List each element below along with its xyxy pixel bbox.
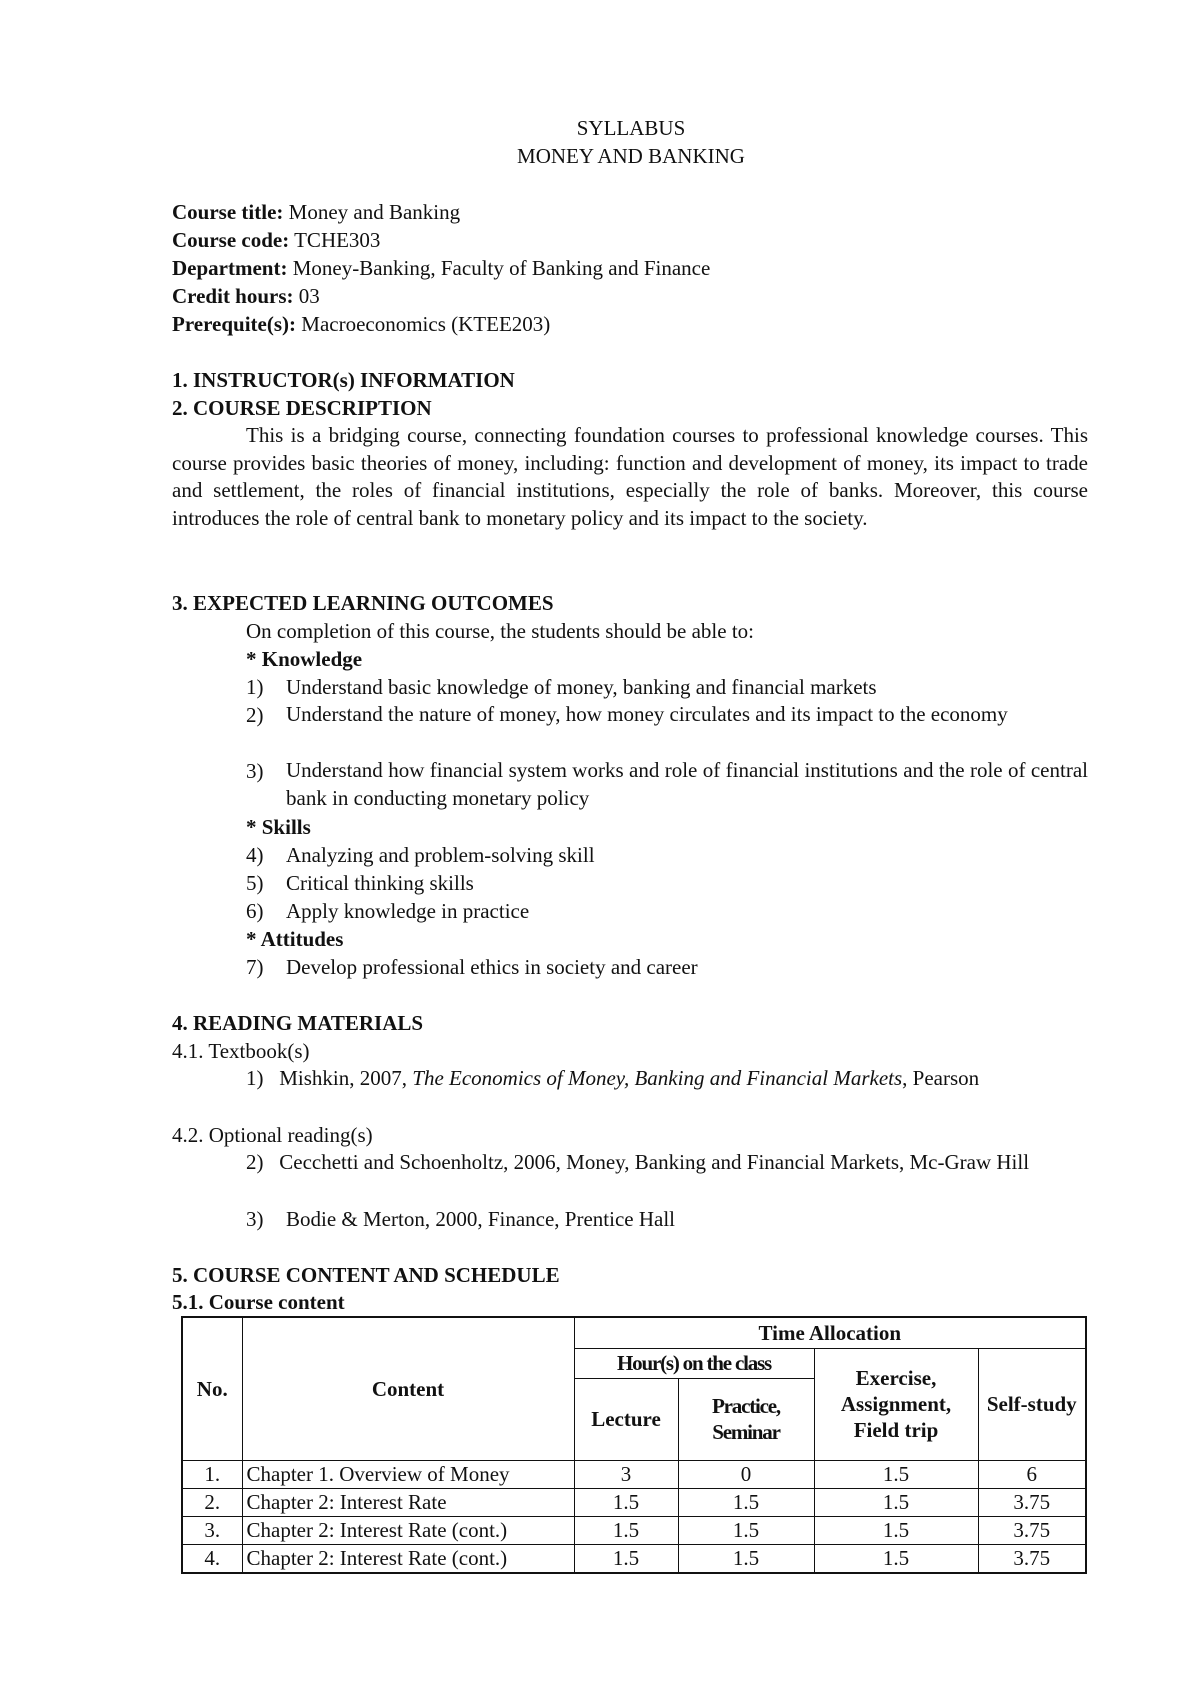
course-code-value: TCHE303 bbox=[294, 228, 381, 252]
cell-practice: 1.5 bbox=[678, 1544, 814, 1573]
cell-exercise: 1.5 bbox=[814, 1516, 978, 1544]
table-row bbox=[182, 1516, 1086, 1544]
credit-hours-label: Credit hours: bbox=[172, 284, 294, 308]
reading-2 bbox=[172, 1149, 1088, 1177]
cell-practice: 0 bbox=[678, 1460, 814, 1488]
header-practice: Practice, Seminar bbox=[678, 1378, 814, 1460]
header-hours-on-class: Hour(s) on the class bbox=[574, 1348, 814, 1378]
section-3-heading: 3. EXPECTED LEARNING OUTCOMES bbox=[172, 591, 554, 615]
document-title: SYLLABUS bbox=[576, 116, 686, 140]
course-code-line bbox=[172, 226, 380, 254]
outcome-6-number: 6) bbox=[246, 899, 264, 923]
course-code-label: Course code: bbox=[172, 228, 290, 252]
reading-1-title: The Economics of Money, Banking and Financial Markets bbox=[412, 1066, 903, 1090]
table-row bbox=[182, 1488, 1086, 1516]
course-description: This is a bridging course, connecting foundation courses to professional knowledge courses. This course provides basic theories of money, including: function and development of money, its impact to trade and settlement, the roles of financial institutions, especially the role of banks. Moreover, this course introduces the role of central bank to monetary policy and its impact to the society. bbox=[172, 423, 1088, 530]
outcome-4-number: 4) bbox=[246, 843, 264, 867]
cell-content: Chapter 2: Interest Rate bbox=[242, 1488, 574, 1516]
table-row bbox=[182, 1544, 1086, 1573]
reading-2-text: Cecchetti and Schoenholtz, 2006, Money, Banking and Financial Markets, Mc-Graw Hill bbox=[279, 1150, 1030, 1174]
reading-1: 1) Mishkin, 2007, The Economics of Money, Banking and Financial Markets, Pearson bbox=[246, 1066, 980, 1090]
section-4-heading: 4. READING MATERIALS bbox=[172, 1011, 424, 1035]
prerequisite-line bbox=[172, 310, 550, 338]
section-5-heading: 5. COURSE CONTENT AND SCHEDULE bbox=[172, 1263, 560, 1287]
cell-practice: 1.5 bbox=[678, 1488, 814, 1516]
header-lecture: Lecture bbox=[574, 1378, 678, 1460]
cell-no: 2. bbox=[182, 1488, 242, 1516]
credit-hours-line bbox=[172, 282, 320, 310]
outcome-5: Critical thinking skills bbox=[286, 871, 474, 895]
reading-2-number: 2) bbox=[246, 1150, 264, 1174]
outcome-6: Apply knowledge in practice bbox=[286, 899, 530, 923]
outcome-2-number: 2) bbox=[246, 703, 264, 727]
outcome-1: Understand basic knowledge of money, banking and financial markets bbox=[286, 675, 877, 699]
section-2-heading: 2. COURSE DESCRIPTION bbox=[172, 396, 432, 420]
outcome-7: Develop professional ethics in society and career bbox=[286, 955, 698, 979]
knowledge-label: * Knowledge bbox=[246, 647, 363, 671]
cell-self-study: 3.75 bbox=[978, 1516, 1086, 1544]
cell-lecture: 1.5 bbox=[574, 1516, 678, 1544]
outcome-1-number: 1) bbox=[246, 675, 264, 699]
prerequisite-value: Macroeconomics (KTEE203) bbox=[301, 312, 551, 336]
department-value: Money-Banking, Faculty of Banking and Finance bbox=[292, 256, 711, 280]
cell-no: 1. bbox=[182, 1460, 242, 1488]
cell-content: Chapter 2: Interest Rate (cont.) bbox=[242, 1544, 574, 1573]
document-subtitle: MONEY AND BANKING bbox=[517, 144, 745, 168]
outcome-5-number: 5) bbox=[246, 871, 264, 895]
course-content-table bbox=[181, 1316, 1087, 1574]
course-title-label: Course title: bbox=[172, 200, 284, 224]
outcome-3-number: 3) bbox=[246, 759, 264, 783]
table-header-row bbox=[182, 1317, 1086, 1348]
header-content: Content bbox=[242, 1317, 574, 1460]
reading-1-publisher: Pearson bbox=[912, 1066, 980, 1090]
cell-practice: 1.5 bbox=[678, 1516, 814, 1544]
cell-no: 4. bbox=[182, 1544, 242, 1573]
reading-3-number: 3) bbox=[246, 1207, 264, 1231]
cell-self-study: 6 bbox=[978, 1460, 1086, 1488]
optional-readings-label: 4.2. Optional reading(s) bbox=[172, 1123, 373, 1147]
textbooks-label: 4.1. Textbook(s) bbox=[172, 1039, 310, 1063]
cell-self-study: 3.75 bbox=[978, 1488, 1086, 1516]
cell-content: Chapter 1. Overview of Money bbox=[242, 1460, 574, 1488]
reading-1-author: Mishkin, 2007, bbox=[279, 1066, 408, 1090]
outcome-4: Analyzing and problem-solving skill bbox=[286, 843, 595, 867]
outcome-3: Understand how financial system works and role of financial institutions and the role of central bank in conducting monetary policy bbox=[286, 758, 1088, 810]
header-self-study: Self-study bbox=[978, 1348, 1086, 1460]
header-time-allocation: Time Allocation bbox=[574, 1317, 1086, 1348]
prerequisite-label: Prerequite(s): bbox=[172, 312, 297, 336]
course-title-line bbox=[172, 198, 460, 226]
cell-lecture: 1.5 bbox=[574, 1544, 678, 1573]
cell-exercise: 1.5 bbox=[814, 1488, 978, 1516]
cell-self-study: 3.75 bbox=[978, 1544, 1086, 1573]
outcomes-intro: On completion of this course, the students should be able to: bbox=[246, 619, 754, 643]
cell-no: 3. bbox=[182, 1516, 242, 1544]
skills-label: * Skills bbox=[246, 815, 311, 839]
table-row bbox=[182, 1460, 1086, 1488]
course-content-subheading: 5.1. Course content bbox=[172, 1290, 345, 1314]
reading-3: Bodie & Merton, 2000, Finance, Prentice Hall bbox=[286, 1207, 676, 1231]
header-no: No. bbox=[182, 1317, 242, 1460]
outcome-2: Understand the nature of money, how money circulates and its impact to the economy bbox=[286, 702, 1008, 726]
outcome-7-number: 7) bbox=[246, 955, 264, 979]
course-title-value: Money and Banking bbox=[288, 200, 461, 224]
cell-content: Chapter 2: Interest Rate (cont.) bbox=[242, 1516, 574, 1544]
cell-lecture: 3 bbox=[574, 1460, 678, 1488]
cell-exercise: 1.5 bbox=[814, 1460, 978, 1488]
credit-hours-value: 03 bbox=[298, 284, 320, 308]
header-exercise: Exercise, Assignment, Field trip bbox=[814, 1348, 978, 1460]
cell-lecture: 1.5 bbox=[574, 1488, 678, 1516]
department-label: Department: bbox=[172, 256, 288, 280]
attitudes-label: * Attitudes bbox=[246, 927, 344, 951]
department-line bbox=[172, 254, 710, 282]
cell-exercise: 1.5 bbox=[814, 1544, 978, 1573]
section-1-heading: 1. INSTRUCTOR(s) INFORMATION bbox=[172, 368, 515, 392]
reading-1-number: 1) bbox=[246, 1066, 264, 1090]
